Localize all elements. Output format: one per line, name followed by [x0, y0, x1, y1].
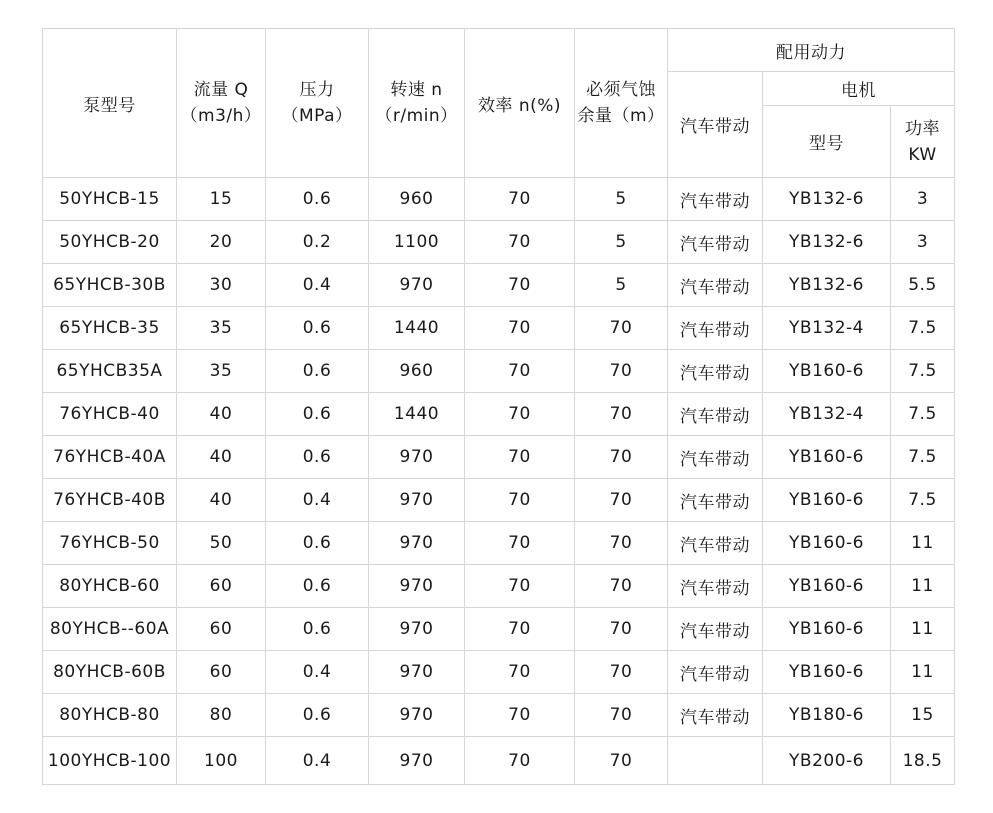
cell-car-drive: 汽车带动 [668, 436, 763, 479]
cell-pump-model: 80YHCB-60 [43, 565, 177, 608]
cell-speed: 970 [369, 694, 465, 737]
cell-npsh: 70 [575, 565, 668, 608]
cell-npsh: 70 [575, 651, 668, 694]
header-speed-unit: （r/min） [375, 106, 458, 126]
cell-npsh: 70 [575, 393, 668, 436]
cell-efficiency: 70 [465, 522, 575, 565]
cell-efficiency: 70 [465, 436, 575, 479]
table-row [43, 608, 955, 651]
header-npsh-unit: 余量（m） [577, 106, 665, 126]
table-row [43, 436, 955, 479]
header-pressure [266, 29, 369, 178]
cell-car-drive: 汽车带动 [668, 221, 763, 264]
cell-efficiency: 70 [465, 393, 575, 436]
cell-flow: 60 [177, 565, 266, 608]
cell-pump-model: 76YHCB-40B [43, 479, 177, 522]
header-speed [369, 29, 465, 178]
table-row [43, 350, 955, 393]
cell-pump-model: 80YHCB-80 [43, 694, 177, 737]
cell-pressure: 0.6 [266, 178, 369, 221]
header-pump-model: 泵型号 [43, 29, 177, 178]
cell-flow: 100 [177, 737, 266, 785]
cell-efficiency: 70 [465, 651, 575, 694]
cell-npsh: 5 [575, 264, 668, 307]
cell-npsh: 70 [575, 694, 668, 737]
cell-pressure: 0.4 [266, 737, 369, 785]
cell-motor-power: 15 [891, 694, 955, 737]
table-row [43, 479, 955, 522]
cell-car-drive: 汽车带动 [668, 307, 763, 350]
table-row [43, 221, 955, 264]
cell-speed: 970 [369, 522, 465, 565]
cell-motor-power: 7.5 [891, 479, 955, 522]
cell-pressure: 0.6 [266, 522, 369, 565]
cell-flow: 40 [177, 436, 266, 479]
cell-motor-power: 11 [891, 565, 955, 608]
table-row [43, 307, 955, 350]
cell-motor-power: 7.5 [891, 393, 955, 436]
cell-motor-power: 5.5 [891, 264, 955, 307]
cell-flow: 15 [177, 178, 266, 221]
cell-pump-model: 80YHCB--60A [43, 608, 177, 651]
cell-motor-model: YB160-6 [763, 350, 891, 393]
cell-flow: 20 [177, 221, 266, 264]
cell-efficiency: 70 [465, 307, 575, 350]
cell-motor-model: YB132-6 [763, 178, 891, 221]
cell-pressure: 0.6 [266, 436, 369, 479]
header-npsh-label: 必须气蚀 [586, 80, 656, 100]
header-npsh [575, 29, 668, 178]
cell-pump-model: 76YHCB-50 [43, 522, 177, 565]
cell-motor-model: YB132-4 [763, 307, 891, 350]
header-pressure-unit: （MPa） [281, 106, 353, 126]
cell-flow: 40 [177, 479, 266, 522]
cell-motor-model: YB180-6 [763, 694, 891, 737]
cell-speed: 1440 [369, 393, 465, 436]
cell-pump-model: 80YHCB-60B [43, 651, 177, 694]
header-power-group: 配用动力 [668, 29, 955, 72]
cell-car-drive: 汽车带动 [668, 651, 763, 694]
header-motor-power [891, 106, 955, 178]
cell-efficiency: 70 [465, 479, 575, 522]
table-row [43, 393, 955, 436]
table-body [43, 178, 955, 785]
cell-efficiency: 70 [465, 350, 575, 393]
cell-pressure: 0.2 [266, 221, 369, 264]
cell-speed: 1100 [369, 221, 465, 264]
cell-pressure: 0.4 [266, 264, 369, 307]
table-row [43, 737, 955, 785]
cell-pump-model: 76YHCB-40A [43, 436, 177, 479]
cell-flow: 35 [177, 307, 266, 350]
cell-motor-model: YB132-4 [763, 393, 891, 436]
cell-motor-model: YB160-6 [763, 565, 891, 608]
header-motor-power-label: 功率 [905, 118, 940, 139]
table-row [43, 178, 955, 221]
cell-npsh: 70 [575, 307, 668, 350]
header-motor-model: 型号 [763, 106, 891, 178]
cell-car-drive: 汽车带动 [668, 479, 763, 522]
cell-pump-model: 100YHCB-100 [43, 737, 177, 785]
cell-car-drive: 汽车带动 [668, 522, 763, 565]
cell-pump-model: 65YHCB-35 [43, 307, 177, 350]
cell-speed: 1440 [369, 307, 465, 350]
cell-motor-power: 3 [891, 221, 955, 264]
cell-efficiency: 70 [465, 694, 575, 737]
cell-flow: 35 [177, 350, 266, 393]
cell-pressure: 0.6 [266, 307, 369, 350]
header-speed-label: 转速 n [390, 80, 443, 100]
cell-speed: 970 [369, 264, 465, 307]
cell-motor-model: YB160-6 [763, 651, 891, 694]
cell-car-drive [668, 737, 763, 785]
cell-speed: 970 [369, 608, 465, 651]
cell-motor-model: YB160-6 [763, 522, 891, 565]
cell-pump-model: 50YHCB-15 [43, 178, 177, 221]
cell-flow: 50 [177, 522, 266, 565]
cell-npsh: 70 [575, 522, 668, 565]
cell-npsh: 70 [575, 479, 668, 522]
cell-npsh: 5 [575, 221, 668, 264]
cell-car-drive: 汽车带动 [668, 350, 763, 393]
cell-npsh: 5 [575, 178, 668, 221]
cell-pressure: 0.4 [266, 479, 369, 522]
cell-npsh: 70 [575, 608, 668, 651]
cell-pressure: 0.6 [266, 393, 369, 436]
cell-pressure: 0.4 [266, 651, 369, 694]
cell-car-drive: 汽车带动 [668, 264, 763, 307]
cell-car-drive: 汽车带动 [668, 178, 763, 221]
cell-flow: 60 [177, 608, 266, 651]
table-row [43, 522, 955, 565]
header-flow-unit: （m3/h） [180, 106, 262, 126]
cell-pump-model: 65YHCB-30B [43, 264, 177, 307]
cell-efficiency: 70 [465, 608, 575, 651]
cell-pressure: 0.6 [266, 350, 369, 393]
cell-pressure: 0.6 [266, 565, 369, 608]
cell-car-drive: 汽车带动 [668, 565, 763, 608]
cell-pump-model: 65YHCB35A [43, 350, 177, 393]
cell-motor-model: YB160-6 [763, 479, 891, 522]
table-row [43, 264, 955, 307]
header-flow [177, 29, 266, 178]
cell-motor-model: YB160-6 [763, 608, 891, 651]
cell-motor-power: 18.5 [891, 737, 955, 785]
cell-flow: 80 [177, 694, 266, 737]
header-motor: 电机 [763, 72, 955, 106]
cell-speed: 960 [369, 350, 465, 393]
cell-motor-model: YB160-6 [763, 436, 891, 479]
cell-speed: 970 [369, 651, 465, 694]
cell-pressure: 0.6 [266, 694, 369, 737]
cell-flow: 30 [177, 264, 266, 307]
cell-pump-model: 76YHCB-40 [43, 393, 177, 436]
cell-speed: 970 [369, 565, 465, 608]
cell-pressure: 0.6 [266, 608, 369, 651]
cell-motor-model: YB132-6 [763, 264, 891, 307]
cell-motor-power: 7.5 [891, 307, 955, 350]
table-row [43, 694, 955, 737]
header-car-drive: 汽车带动 [668, 72, 763, 178]
cell-motor-power: 11 [891, 608, 955, 651]
cell-npsh: 70 [575, 436, 668, 479]
header-flow-label: 流量 Q [193, 80, 249, 100]
cell-flow: 60 [177, 651, 266, 694]
header-motor-power-unit: KW [908, 144, 937, 165]
cell-car-drive: 汽车带动 [668, 694, 763, 737]
cell-car-drive: 汽车带动 [668, 393, 763, 436]
cell-npsh: 70 [575, 350, 668, 393]
cell-motor-model: YB132-6 [763, 221, 891, 264]
cell-efficiency: 70 [465, 565, 575, 608]
cell-efficiency: 70 [465, 178, 575, 221]
header-pressure-label: 压力 [299, 80, 335, 100]
pump-spec-table [42, 28, 955, 785]
table-row [43, 651, 955, 694]
cell-speed: 970 [369, 737, 465, 785]
cell-npsh: 70 [575, 737, 668, 785]
table-row [43, 565, 955, 608]
cell-efficiency: 70 [465, 264, 575, 307]
cell-motor-power: 7.5 [891, 436, 955, 479]
cell-speed: 970 [369, 479, 465, 522]
table-header [43, 29, 955, 178]
cell-motor-power: 3 [891, 178, 955, 221]
cell-pump-model: 50YHCB-20 [43, 221, 177, 264]
cell-motor-power: 11 [891, 651, 955, 694]
cell-speed: 970 [369, 436, 465, 479]
cell-efficiency: 70 [465, 737, 575, 785]
cell-speed: 960 [369, 178, 465, 221]
cell-flow: 40 [177, 393, 266, 436]
cell-efficiency: 70 [465, 221, 575, 264]
cell-car-drive: 汽车带动 [668, 608, 763, 651]
cell-motor-power: 7.5 [891, 350, 955, 393]
cell-motor-power: 11 [891, 522, 955, 565]
cell-motor-model: YB200-6 [763, 737, 891, 785]
header-efficiency: 效率 n(%) [465, 29, 575, 178]
